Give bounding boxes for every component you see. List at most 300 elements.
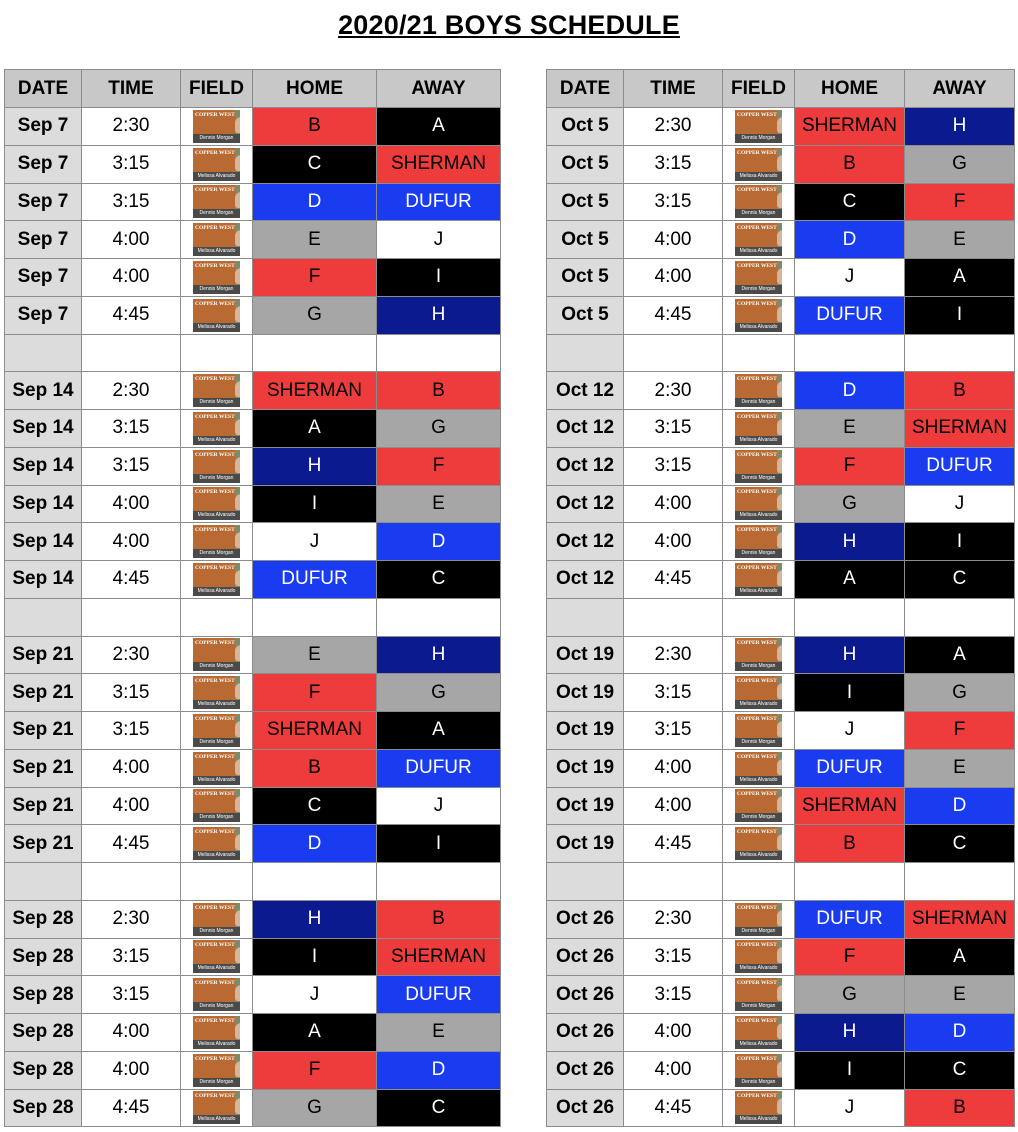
away-team: C [905, 1051, 1015, 1089]
sponsor-name: Dennis Morgan [735, 1002, 782, 1011]
game-field [723, 523, 795, 561]
person-photo-icon [235, 714, 240, 738]
sponsor-name: Melissa Alvarado [193, 700, 240, 709]
game-field [723, 561, 795, 599]
sponsor-name: Dennis Morgan [193, 1002, 240, 1011]
game-date: Oct 26 [547, 900, 624, 938]
away-team: G [905, 145, 1015, 183]
sponsor-logo: COPPER WEST [737, 111, 777, 118]
header-field: FIELD [181, 70, 253, 108]
sponsor-name: Dennis Morgan [735, 474, 782, 483]
sponsor-name: Melissa Alvarado [735, 1115, 782, 1124]
game-date: Sep 28 [5, 1051, 82, 1089]
person-photo-icon [777, 223, 782, 247]
home-team: G [253, 296, 377, 334]
game-field [181, 636, 253, 674]
person-photo-icon [235, 1054, 240, 1078]
game-date: Oct 5 [547, 296, 624, 334]
game-date: Oct 5 [547, 183, 624, 221]
sponsor-logo: COPPER WEST [195, 527, 235, 534]
header-away: AWAY [905, 70, 1015, 108]
game-time: 4:00 [624, 221, 723, 259]
person-photo-icon [777, 563, 782, 587]
away-team: F [905, 712, 1015, 750]
game-row [547, 1014, 1015, 1052]
game-date: Sep 21 [5, 712, 82, 750]
away-team: A [905, 938, 1015, 976]
away-team: C [905, 825, 1015, 863]
person-photo-icon [777, 714, 782, 738]
game-time: 4:00 [624, 523, 723, 561]
game-time: 3:15 [624, 976, 723, 1014]
game-field [723, 221, 795, 259]
game-date: Oct 19 [547, 787, 624, 825]
schedule-table-september [4, 69, 501, 1127]
sponsor-logo: COPPER WEST [195, 942, 235, 949]
home-team: F [795, 447, 905, 485]
game-row [547, 296, 1015, 334]
person-photo-icon [777, 752, 782, 776]
home-team: SHERMAN [253, 372, 377, 410]
sponsor-name: Dennis Morgan [193, 927, 240, 936]
sponsor-name: Dennis Morgan [735, 738, 782, 747]
game-date: Sep 14 [5, 485, 82, 523]
away-team: J [377, 787, 501, 825]
away-team: A [377, 712, 501, 750]
home-team: J [795, 1089, 905, 1127]
game-time: 4:00 [82, 259, 181, 297]
sponsor-logo: COPPER WEST [195, 829, 235, 836]
sponsor-card [193, 148, 240, 181]
away-team: C [905, 561, 1015, 599]
game-field [181, 221, 253, 259]
game-date: Sep 28 [5, 1014, 82, 1052]
sponsor-name: Dennis Morgan [193, 662, 240, 671]
sponsor-name: Melissa Alvarado [735, 587, 782, 596]
game-time: 4:45 [624, 1089, 723, 1127]
game-date: Sep 7 [5, 108, 82, 146]
sponsor-name: Dennis Morgan [735, 1078, 782, 1087]
sponsor-name: Melissa Alvarado [735, 776, 782, 785]
sponsor-card [735, 978, 782, 1011]
away-team: G [377, 674, 501, 712]
game-time: 3:15 [624, 183, 723, 221]
sponsor-card [735, 148, 782, 181]
game-row [5, 712, 501, 750]
game-field [723, 749, 795, 787]
person-photo-icon [235, 1016, 240, 1040]
game-date: Sep 28 [5, 976, 82, 1014]
sponsor-logo: COPPER WEST [195, 791, 235, 798]
home-team: E [795, 410, 905, 448]
person-photo-icon [235, 223, 240, 247]
game-time: 4:00 [82, 749, 181, 787]
game-field [181, 1051, 253, 1089]
home-team: D [253, 183, 377, 221]
game-date: Oct 5 [547, 259, 624, 297]
away-team: B [377, 372, 501, 410]
away-team: C [377, 1089, 501, 1127]
game-field [181, 712, 253, 750]
sponsor-name: Dennis Morgan [193, 738, 240, 747]
game-date: Sep 14 [5, 372, 82, 410]
sponsor-card [193, 714, 240, 747]
away-team: G [905, 674, 1015, 712]
person-photo-icon [235, 676, 240, 700]
sponsor-card [735, 752, 782, 785]
person-photo-icon [235, 1091, 240, 1115]
sponsor-name: Melissa Alvarado [193, 851, 240, 860]
sponsor-card [193, 1016, 240, 1049]
game-time: 3:15 [624, 938, 723, 976]
header-field: FIELD [723, 70, 795, 108]
sponsor-card [193, 940, 240, 973]
sponsor-logo: COPPER WEST [195, 187, 235, 194]
sponsor-logo: COPPER WEST [737, 640, 777, 647]
person-photo-icon [235, 563, 240, 587]
sponsor-card [735, 487, 782, 520]
game-field [723, 938, 795, 976]
game-date: Sep 7 [5, 145, 82, 183]
sponsor-name: Melissa Alvarado [193, 511, 240, 520]
sponsor-name: Dennis Morgan [735, 927, 782, 936]
game-row [547, 447, 1015, 485]
sponsor-card [193, 412, 240, 445]
game-row [547, 938, 1015, 976]
sponsor-card [193, 1091, 240, 1124]
sponsor-logo: COPPER WEST [195, 1093, 235, 1100]
sponsor-logo: COPPER WEST [195, 753, 235, 760]
game-time: 4:00 [624, 787, 723, 825]
game-field [723, 410, 795, 448]
game-time: 4:45 [82, 561, 181, 599]
game-field [181, 825, 253, 863]
person-photo-icon [235, 752, 240, 776]
game-row [547, 183, 1015, 221]
sponsor-name: Melissa Alvarado [193, 323, 240, 332]
sponsor-logo: COPPER WEST [737, 527, 777, 534]
person-photo-icon [777, 148, 782, 172]
home-team: DUFUR [795, 296, 905, 334]
home-team: SHERMAN [795, 787, 905, 825]
sponsor-card [735, 299, 782, 332]
game-date: Oct 26 [547, 1051, 624, 1089]
away-team: D [377, 1051, 501, 1089]
game-date: Oct 26 [547, 1014, 624, 1052]
game-row [5, 410, 501, 448]
away-team: I [377, 825, 501, 863]
person-photo-icon [777, 261, 782, 285]
sponsor-card [735, 223, 782, 256]
sponsor-name: Melissa Alvarado [735, 323, 782, 332]
game-row [547, 410, 1015, 448]
sponsor-logo: COPPER WEST [737, 1055, 777, 1062]
away-team: SHERMAN [905, 900, 1015, 938]
sponsor-card [193, 374, 240, 407]
sponsor-name: Melissa Alvarado [735, 436, 782, 445]
game-date: Oct 19 [547, 636, 624, 674]
game-date: Sep 7 [5, 221, 82, 259]
sponsor-logo: COPPER WEST [195, 1055, 235, 1062]
spacer-row [5, 334, 501, 372]
sponsor-card [193, 110, 240, 143]
game-time: 3:15 [624, 712, 723, 750]
header-time: TIME [82, 70, 181, 108]
away-team: DUFUR [377, 183, 501, 221]
game-time: 3:15 [82, 712, 181, 750]
game-field [181, 900, 253, 938]
sponsor-name: Dennis Morgan [193, 134, 240, 143]
game-date: Oct 19 [547, 674, 624, 712]
away-team: A [377, 108, 501, 146]
game-row [5, 523, 501, 561]
person-photo-icon [777, 1091, 782, 1115]
game-time: 2:30 [624, 372, 723, 410]
home-team: H [795, 1014, 905, 1052]
game-row [547, 145, 1015, 183]
game-row [547, 221, 1015, 259]
home-team: I [253, 938, 377, 976]
sponsor-logo: COPPER WEST [737, 149, 777, 156]
game-row [5, 108, 501, 146]
sponsor-name: Melissa Alvarado [193, 1115, 240, 1124]
person-photo-icon [235, 299, 240, 323]
home-team: B [253, 108, 377, 146]
person-photo-icon [235, 525, 240, 549]
game-time: 3:15 [82, 976, 181, 1014]
sponsor-card [193, 676, 240, 709]
home-team: A [795, 561, 905, 599]
game-row [5, 296, 501, 334]
game-field [181, 976, 253, 1014]
game-date: Oct 26 [547, 1089, 624, 1127]
person-photo-icon [235, 487, 240, 511]
sponsor-logo: COPPER WEST [737, 715, 777, 722]
game-time: 3:15 [82, 674, 181, 712]
sponsor-card [735, 110, 782, 143]
home-team: SHERMAN [253, 712, 377, 750]
game-row [5, 183, 501, 221]
game-time: 4:00 [82, 523, 181, 561]
sponsor-logo: COPPER WEST [195, 1017, 235, 1024]
home-team: E [253, 636, 377, 674]
person-photo-icon [777, 827, 782, 851]
away-team: SHERMAN [377, 938, 501, 976]
game-time: 2:30 [624, 636, 723, 674]
away-team: H [377, 636, 501, 674]
game-date: Sep 21 [5, 674, 82, 712]
home-team: J [253, 976, 377, 1014]
game-date: Sep 14 [5, 523, 82, 561]
game-time: 3:15 [82, 410, 181, 448]
sponsor-name: Dennis Morgan [735, 134, 782, 143]
game-time: 3:15 [624, 145, 723, 183]
sponsor-name: Dennis Morgan [193, 209, 240, 218]
game-row [5, 561, 501, 599]
game-time: 4:00 [82, 221, 181, 259]
game-row [547, 825, 1015, 863]
sponsor-name: Melissa Alvarado [193, 587, 240, 596]
game-time: 2:30 [82, 900, 181, 938]
sponsor-card [735, 940, 782, 973]
sponsor-name: Dennis Morgan [735, 662, 782, 671]
game-date: Oct 19 [547, 712, 624, 750]
game-time: 4:45 [82, 296, 181, 334]
person-photo-icon [235, 450, 240, 474]
game-date: Oct 5 [547, 108, 624, 146]
sponsor-card [193, 1054, 240, 1087]
game-field [181, 485, 253, 523]
game-field [181, 183, 253, 221]
game-row [547, 900, 1015, 938]
game-field [181, 938, 253, 976]
schedule-body-october [547, 108, 1015, 1127]
game-row [5, 636, 501, 674]
sponsor-card [735, 1016, 782, 1049]
game-time: 4:45 [82, 825, 181, 863]
sponsor-name: Melissa Alvarado [735, 964, 782, 973]
away-team: SHERMAN [377, 145, 501, 183]
sponsor-card [193, 789, 240, 822]
game-row [547, 787, 1015, 825]
sponsor-card [193, 223, 240, 256]
sponsor-logo: COPPER WEST [737, 300, 777, 307]
person-photo-icon [235, 789, 240, 813]
game-time: 4:00 [624, 1051, 723, 1089]
home-team: G [795, 485, 905, 523]
person-photo-icon [777, 978, 782, 1002]
spacer-row [547, 334, 1015, 372]
sponsor-name: Dennis Morgan [735, 209, 782, 218]
game-date: Oct 12 [547, 410, 624, 448]
away-team: D [905, 1014, 1015, 1052]
sponsor-card [193, 525, 240, 558]
spacer-row [5, 598, 501, 636]
game-row [547, 372, 1015, 410]
game-row [5, 749, 501, 787]
game-row [547, 1051, 1015, 1089]
game-date: Oct 12 [547, 523, 624, 561]
home-team: J [795, 259, 905, 297]
game-time: 4:45 [82, 1089, 181, 1127]
sponsor-card [193, 450, 240, 483]
game-date: Sep 14 [5, 447, 82, 485]
sponsor-logo: COPPER WEST [737, 942, 777, 949]
away-team: E [377, 485, 501, 523]
game-row [5, 485, 501, 523]
schedule-table-october [546, 69, 1015, 1127]
game-row [547, 712, 1015, 750]
sponsor-card [193, 752, 240, 785]
game-time: 4:45 [624, 296, 723, 334]
away-team: SHERMAN [905, 410, 1015, 448]
sponsor-card [193, 903, 240, 936]
sponsor-logo: COPPER WEST [737, 489, 777, 496]
header-home: HOME [253, 70, 377, 108]
away-team: F [905, 183, 1015, 221]
sponsor-name: Melissa Alvarado [735, 172, 782, 181]
game-field [181, 523, 253, 561]
game-time: 4:45 [624, 825, 723, 863]
sponsor-card [193, 299, 240, 332]
game-field [723, 825, 795, 863]
sponsor-card [735, 525, 782, 558]
sponsor-card [735, 676, 782, 709]
game-date: Oct 5 [547, 145, 624, 183]
game-row [5, 259, 501, 297]
sponsor-logo: COPPER WEST [737, 1093, 777, 1100]
sponsor-card [735, 450, 782, 483]
game-time: 3:15 [624, 447, 723, 485]
sponsor-card [735, 903, 782, 936]
sponsor-logo: COPPER WEST [195, 225, 235, 232]
game-time: 4:00 [624, 1014, 723, 1052]
game-row [5, 674, 501, 712]
home-team: DUFUR [253, 561, 377, 599]
sponsor-name: Dennis Morgan [735, 398, 782, 407]
person-photo-icon [777, 185, 782, 209]
sponsor-logo: COPPER WEST [737, 980, 777, 987]
sponsor-logo: COPPER WEST [195, 376, 235, 383]
sponsor-logo: COPPER WEST [195, 678, 235, 685]
game-row [5, 1089, 501, 1127]
sponsor-card [193, 261, 240, 294]
home-team: B [795, 145, 905, 183]
header-home: HOME [795, 70, 905, 108]
away-team: H [377, 296, 501, 334]
sponsor-card [735, 827, 782, 860]
game-time: 4:00 [82, 1051, 181, 1089]
sponsor-name: Melissa Alvarado [735, 511, 782, 520]
game-row [5, 1014, 501, 1052]
home-team: D [795, 372, 905, 410]
away-team: B [905, 1089, 1015, 1127]
game-field [181, 296, 253, 334]
sponsor-logo: COPPER WEST [195, 300, 235, 307]
game-field [181, 447, 253, 485]
away-team: B [905, 372, 1015, 410]
sponsor-logo: COPPER WEST [737, 262, 777, 269]
game-row [547, 976, 1015, 1014]
game-row [5, 900, 501, 938]
header-date: DATE [547, 70, 624, 108]
home-team: B [253, 749, 377, 787]
game-field [723, 145, 795, 183]
home-team: I [795, 1051, 905, 1089]
sponsor-logo: COPPER WEST [737, 678, 777, 685]
sponsor-logo: COPPER WEST [737, 376, 777, 383]
home-team: DUFUR [795, 749, 905, 787]
game-date: Oct 12 [547, 561, 624, 599]
game-time: 4:00 [82, 787, 181, 825]
home-team: B [795, 825, 905, 863]
away-team: I [905, 296, 1015, 334]
sponsor-logo: COPPER WEST [737, 829, 777, 836]
home-team: C [795, 183, 905, 221]
home-team: F [253, 1051, 377, 1089]
home-team: D [795, 221, 905, 259]
game-field [723, 447, 795, 485]
game-time: 2:30 [82, 636, 181, 674]
person-photo-icon [235, 940, 240, 964]
game-row [5, 825, 501, 863]
home-team: I [253, 485, 377, 523]
home-team: DUFUR [795, 900, 905, 938]
sponsor-logo: COPPER WEST [195, 149, 235, 156]
game-time: 2:30 [82, 108, 181, 146]
game-field [181, 1014, 253, 1052]
game-row [547, 523, 1015, 561]
